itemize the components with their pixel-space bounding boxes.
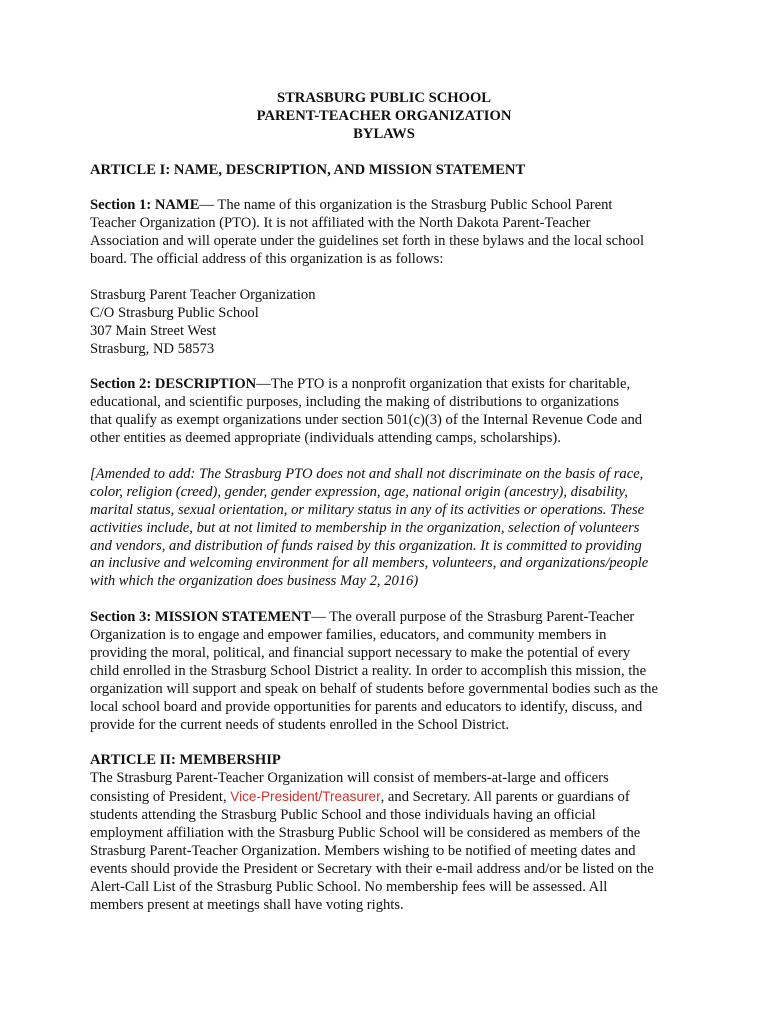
section-3-line: Organization is to engage and empower families, educators, and community members in	[90, 627, 607, 644]
vice-president-treasurer-highlight: Vice-President/Treasurer	[230, 789, 381, 805]
membership-line: members present at meetings shall have voting rights.	[90, 896, 404, 913]
section-2-line: —The PTO is a nonprofit organization that exists for charitable,	[256, 376, 631, 393]
address-line: Strasburg Parent Teacher Organization	[90, 286, 316, 303]
amendment-line: with which the organization does business May 2, 2016)	[90, 573, 419, 590]
title-school: STRASBURG PUBLIC SCHOOL	[276, 90, 492, 106]
membership-line: events should provide the President or Secretary with their e-mail address and/or be listed on the	[90, 860, 654, 877]
section-3-line: child enrolled in the Strasburg School District a reality. In order to accomplish this mission, the	[90, 662, 647, 679]
section-2-label: Section 2: DESCRIPTION	[90, 376, 257, 393]
section-1-line: board. The official address of this organization is as follows:	[90, 251, 444, 268]
section-1-line: — The name of this organization is the Strasburg Public School Parent	[199, 197, 613, 214]
amendment-line: [Amended to add: The Strasburg PTO does not and shall not discriminate on the basis of race,	[90, 465, 644, 482]
section-2-line: that qualify as exempt organizations under section 501(c)(3) of the Internal Revenue Code and	[90, 412, 643, 429]
amendment-line: activities include, but at not limited to membership in the organization, selection of volunteers	[90, 519, 640, 536]
section-2-line: educational, and scientific purposes, including the making of distributions to organizations	[90, 394, 620, 411]
section-3-line: — The overall purpose of the Strasburg Parent-Teacher	[311, 609, 635, 626]
address-line: Strasburg, ND 58573	[90, 340, 215, 357]
membership-line: students attending the Strasburg Public School and those individuals having an official	[90, 807, 596, 824]
section-2-line: other entities as deemed appropriate (individuals attending camps, scholarships).	[90, 430, 561, 447]
article-1-heading: ARTICLE I: NAME, DESCRIPTION, AND MISSION STATEMENT	[90, 161, 526, 178]
article-2-membership-text	[90, 770, 690, 914]
membership-line: Alert-Call List of the Strasburg Public School. No membership fees will be assessed. All	[90, 878, 608, 895]
address-line: 307 Main Street West	[90, 322, 217, 339]
section-1-name	[90, 197, 690, 269]
section-1-line: Association and will operate under the guidelines set forth in these bylaws and the local school	[90, 233, 645, 250]
section-3-line: local school board and provide opportunities for parents and educators to identify, discuss, and	[90, 698, 643, 715]
amendment-line: and vendors, and distribution of funds raised by this organization. It is committed to providing	[90, 537, 642, 554]
membership-line	[90, 788, 690, 807]
title-organization: PARENT-TEACHER ORGANIZATION	[256, 107, 512, 124]
section-2-description	[90, 376, 690, 448]
membership-line: The Strasburg Parent-Teacher Organization will consist of members-at-large and officers	[90, 770, 609, 787]
section-3-label: Section 3: MISSION STATEMENT	[90, 609, 312, 626]
membership-line: Strasburg Parent-Teacher Organization. Members wishing to be notified of meeting dates and	[90, 842, 636, 859]
amendment-line: an inclusive and welcoming environment for all members, volunteers, and organizations/people	[90, 555, 649, 572]
amendment-note	[90, 466, 690, 591]
section-3-line: organization will support and speak on behalf of students before governmental bodies such as the	[90, 680, 658, 697]
membership-text: consisting of President,	[90, 789, 231, 806]
section-3-mission-statement	[90, 609, 690, 734]
membership-line: employment affiliation with the Strasburg Public School will be considered as members of the	[90, 825, 641, 842]
organization-address	[90, 287, 690, 359]
title-bylaws: BYLAWS	[353, 125, 415, 142]
address-line: C/O Strasburg Public School	[90, 304, 259, 321]
amendment-line: marital status, sexual orientation, or military status in any of its activities or operations. These	[90, 501, 645, 518]
document-page	[90, 90, 690, 915]
document-title	[78, 90, 690, 144]
membership-text: , and Secretary. All parents or guardians of	[380, 789, 630, 806]
section-1-line: Teacher Organization (PTO). It is not affiliated with the North Dakota Parent-Teacher	[90, 215, 591, 232]
amendment-line: color, religion (creed), gender, gender expression, age, national origin (ancestry), disability,	[90, 483, 628, 500]
article-2-heading: ARTICLE II: MEMBERSHIP	[90, 752, 281, 769]
section-1-label: Section 1: NAME	[90, 197, 200, 214]
section-3-line: provide for the current needs of students enrolled in the School District.	[90, 716, 510, 733]
section-3-line: providing the moral, political, and financial support necessary to make the potential of every	[90, 645, 631, 661]
